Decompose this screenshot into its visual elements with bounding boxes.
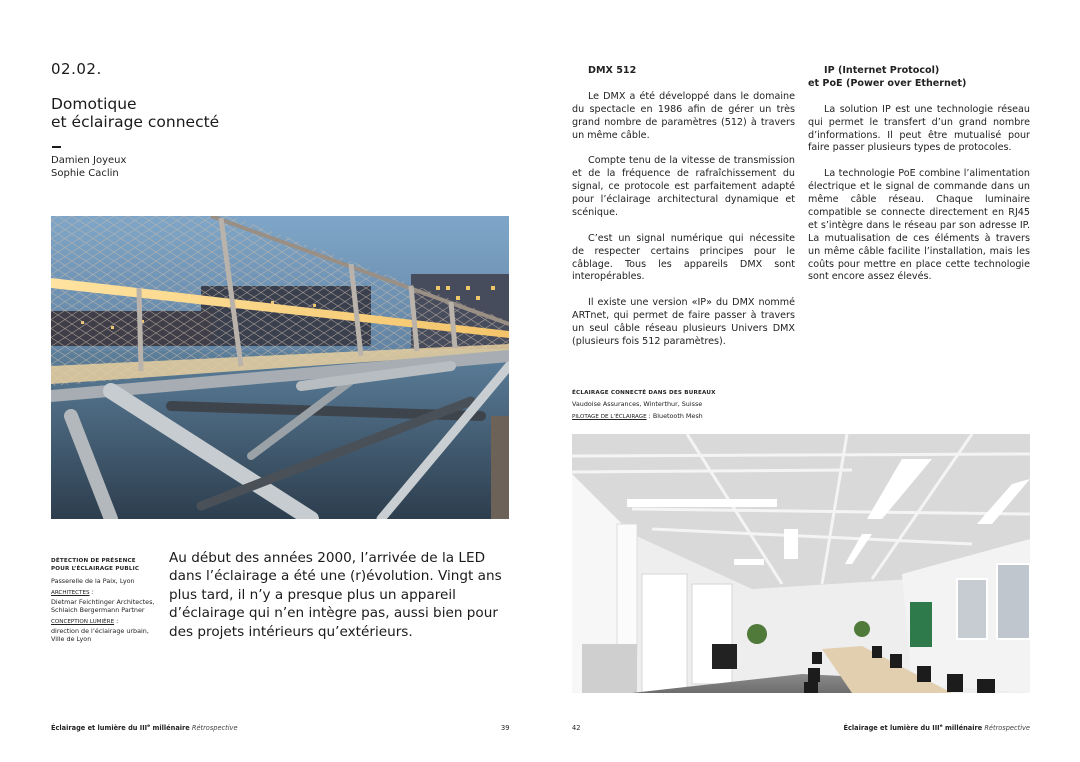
plant [747,624,767,644]
window [957,579,987,639]
lead-paragraph: Au début des années 2000, l’arrivée de la LED dans l’éclairage a été une (r)évolution. Vingt ans plus tard, il n’y a presque plus un appareil d’éclairage qui n’en intègre pas, aussi bien pour des projets intérieurs qu’extérieurs. [169,550,502,640]
door [642,574,687,693]
book-title [843,724,982,732]
author: Damien Joyeux [51,155,127,166]
section-number: 02.02. [51,60,102,78]
bridge-photo-caption [51,557,171,644]
running-footer-left [51,724,238,732]
page-number: 39 [501,724,510,732]
right-page [540,0,1080,762]
authors [51,154,126,180]
ip-paragraph: La solution IP est une technologie réseau qui permet le transfert d’un grand nombre d’informations. Il peut être mutualisé pour faire passer plusieurs types de protocoles. [808,103,1030,154]
caption-heading: ÉCLAIRAGE CONNECTÉ DANS DES BUREAUX [572,390,716,396]
title-divider [52,146,61,148]
caption-heading-line2: POUR L’ÉCLAIRAGE PUBLIC [51,566,140,573]
lighting-label: CONCEPTION LUMIÈRE [51,619,115,626]
architects-value-line2: Schlaich Bergermann Partner [51,606,145,615]
page-number: 42 [572,724,581,732]
running-footer-right [843,724,1030,732]
book-subtitle: Rétrospective [191,724,238,733]
control-label: PILOTAGE DE L’ÉCLAIRAGE [572,413,647,420]
plant [854,621,870,637]
caption-location: Passerelle de la Paix, Lyon [51,576,135,585]
book-title [51,724,190,732]
ip-column [808,65,1030,297]
lighting-value-line2: Ville de Lyon [51,635,92,644]
walkway [491,416,509,519]
book-title-sup: e [147,724,151,729]
dmx-paragraph: Compte tenu de la vitesse de transmission et de la fréquence de rafraîchissement du signal, ce protocole est parfaitement adapté pour l’éclairage architectural dynamique et scénique. [572,155,795,218]
caption-control [572,412,812,421]
architects-value-line1: Dietmar Feichtinger Architectes, [51,597,155,606]
office-illustration [572,434,1030,693]
bridge-photo [51,216,509,519]
control-value: : Bluetooth Mesh [646,411,703,420]
office-photo-caption [572,389,812,421]
ip-paragraph: La technologie PoE combine l’alimentation électrique et le signal de commande dans un même câble réseau. Chaque luminaire compatible se connecte directement en RJ45 et s’intègre dans le réseau par son adresse IP. La mutualisation de ces éléments à travers un même câble facilite l’installation, mais les coûts pour mettre en place cette technologie sont encore assez élevés. [808,168,1030,283]
dmx-paragraph: Il existe une version «IP» du DMX nommé ARTnet, qui permet de faire passer à travers un seul câble réseau plusieurs Univers DMX (plusieurs fois 512 paramètres). [572,297,795,347]
author: Sophie Caclin [51,168,119,179]
book-title-part1: Éclairage et lumière du III [51,724,148,733]
architects-separator: : [89,588,94,597]
ip-heading [808,65,1030,91]
book-subtitle: Rétrospective [984,724,1030,733]
chapter-title-line2: et éclairage connecté [51,113,220,131]
lighting-value-line1: direction de l’éclairage urbain, [51,626,149,635]
ip-heading-line1: IP (Internet Protocol) [824,65,940,76]
book-title-part2: millénaire [942,724,983,733]
cabinet [582,644,637,693]
caption-location: Vaudoise Assurances, Winterthur, Suisse [572,400,703,409]
dmx-paragraph: C’est un signal numérique qui nécessite de respecter certains principes pour le câblage. Tous les appareils DMX sont interopérables. [572,232,795,283]
caption-heading [51,557,171,574]
bridge-illustration [51,216,509,519]
book-title-part2: millénaire [150,724,190,733]
architects-label: ARCHITECTES [51,590,90,597]
caption-lighting-design [51,617,171,643]
side-cabinet [712,644,737,669]
dmx-column [572,65,795,362]
book-title-part1: Éclairage et lumière du III [843,724,940,733]
caption-architects [51,588,171,614]
caption-heading-line1: DÉTECTION DE PRÉSENCE [51,558,136,564]
office-photo [572,434,1030,693]
chapter-title [51,95,219,131]
book-title-sup: e [939,724,943,729]
column-pipe [617,524,637,654]
window [997,564,1030,639]
dmx-paragraph: Le DMX a été développé dans le domaine du spectacle en 1986 afin de gérer un très grand nombre de paramètres (512) à travers un même câble. [572,90,795,141]
chapter-title-line1: Domotique [51,95,137,113]
green-banner [910,602,932,647]
lighting-separator: : [114,617,119,626]
dmx-heading: DMX 512 [588,65,637,76]
ip-heading-line2: et PoE (Power over Ethernet) [808,77,967,89]
